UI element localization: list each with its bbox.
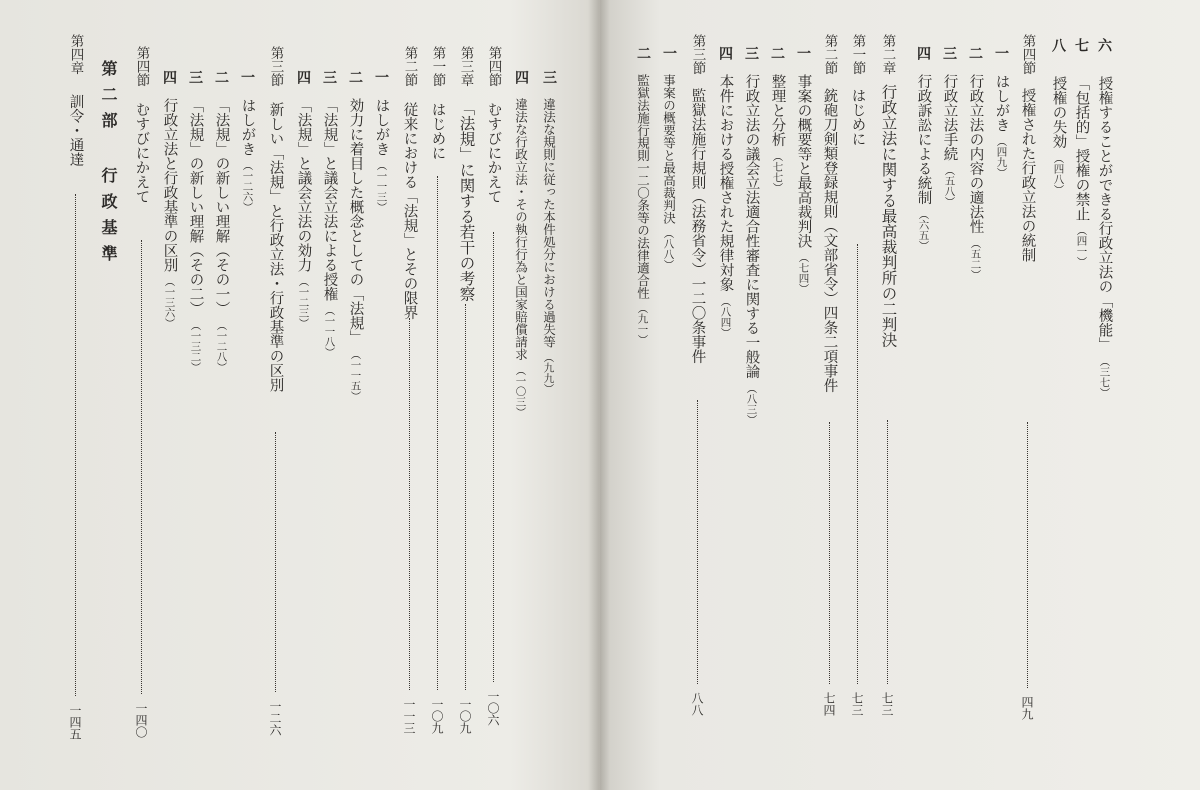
entry-title-text: はしがき	[373, 98, 390, 156]
entry-title-text: 行政立法と行政基準の区別	[161, 98, 178, 272]
entry-title: むすびにかえて	[485, 102, 502, 204]
entry-page-ref: （五二）	[969, 237, 982, 280]
page-number: 一〇九	[458, 698, 472, 734]
page-number: 四九	[1020, 696, 1034, 720]
toc-entry	[794, 0, 820, 790]
right-page	[600, 0, 1200, 790]
entry-page-ref: （七七）	[771, 150, 784, 193]
toc-entry	[186, 0, 212, 790]
entry-heading: 一	[373, 70, 389, 84]
entry-heading: 三	[743, 46, 759, 60]
toc-entry	[820, 0, 846, 790]
toc-entry	[660, 0, 686, 790]
toc-entry	[238, 0, 264, 790]
entry-title	[770, 74, 785, 193]
entry-title-text: 授権の失効	[1050, 76, 1067, 149]
entry-page-ref: （一一三）	[375, 160, 388, 213]
toc-entry	[346, 0, 372, 790]
entry-title: 従来における「法規」とその限界	[401, 102, 418, 320]
entry-heading: 第二章	[879, 34, 896, 75]
entry-title: 行政立法に関する最高裁判所の二判決	[879, 84, 898, 348]
page-number: 一〇六	[486, 690, 500, 726]
entry-heading: 四	[513, 70, 529, 84]
dot-leader	[275, 432, 276, 692]
toc-entry	[484, 0, 510, 790]
toc-entry	[878, 0, 904, 790]
entry-heading: 二	[213, 70, 229, 84]
entry-title-text: 効力に着目した概念としての「法規」	[347, 98, 364, 345]
entry-heading: 三	[541, 70, 557, 84]
entry-title	[1051, 76, 1066, 195]
entry-heading: 三	[321, 70, 337, 84]
entry-title	[214, 98, 229, 372]
toc-entry	[914, 0, 940, 790]
entry-title-text: はしがき	[239, 98, 256, 156]
entry-heading: 八	[1050, 38, 1066, 52]
entry-title: はじめに	[849, 88, 866, 146]
toc-entry	[1072, 0, 1098, 790]
entry-heading: 四	[295, 70, 311, 84]
toc-entry	[66, 0, 92, 790]
entry-heading: 第三節	[267, 46, 284, 87]
entry-heading: 六	[1096, 38, 1112, 52]
toc-entry	[400, 0, 426, 790]
entry-title-text: 「法規」と議会立法の効力	[295, 98, 312, 272]
entry-title: 新しい「法規」と行政立法・行政基準の区別	[267, 102, 284, 392]
entry-heading: 第三節	[689, 34, 706, 75]
entry-page-ref: （一一八）	[323, 305, 336, 358]
entry-page-ref: （四九）	[995, 136, 1008, 178]
toc-entry	[512, 0, 538, 790]
entry-heading: 四	[717, 46, 733, 60]
entry-page-ref: （七四）	[797, 252, 810, 294]
entry-title-text: 「法規」の新しい理解（その一）	[213, 98, 230, 316]
entry-heading: 第四節	[1019, 34, 1036, 75]
entry-title	[662, 74, 675, 270]
toc-entry	[132, 0, 158, 790]
page-number: 一四五	[68, 704, 82, 740]
entry-page-ref: （九一）	[636, 303, 649, 345]
toc-entry	[848, 0, 874, 790]
entry-title-text: 違法な規則に従った本件処分における過失等	[541, 98, 557, 348]
entry-title-text: 整理と分析	[769, 74, 786, 147]
page-number: 七三	[850, 692, 864, 716]
toc-entry	[992, 0, 1018, 790]
toc-entry	[294, 0, 320, 790]
entry-page-ref: （六五）	[917, 208, 930, 251]
dot-leader	[697, 400, 698, 684]
entry-title	[296, 98, 311, 329]
entry-title-text: 本件における授権された規律対象	[717, 74, 734, 292]
toc-entry	[742, 0, 768, 790]
entry-title: むすびにかえて	[133, 102, 150, 204]
entry-title	[636, 74, 649, 345]
toc-entry	[634, 0, 660, 790]
entry-page-ref: （一〇三）	[514, 364, 527, 417]
entry-title: 銃砲刀剣類登録規則（文部省令）四条二項事件	[821, 88, 838, 393]
toc-entry	[716, 0, 742, 790]
toc-entry	[100, 0, 126, 790]
toc-entry	[212, 0, 238, 790]
entry-title	[1074, 76, 1089, 267]
entry-title: 訓令・通達	[67, 94, 84, 167]
entry-heading: 第二節	[401, 46, 418, 87]
entry-title-text: 行政立法の議会立法適合性審査に関する一般論	[743, 74, 760, 379]
entry-heading: 七	[1073, 38, 1089, 52]
entry-title	[942, 74, 957, 207]
entry-title-text: 行政立法手続	[941, 74, 958, 161]
entry-title	[374, 98, 389, 213]
dot-leader	[493, 232, 494, 682]
dot-leader	[829, 422, 830, 684]
dot-leader	[1027, 422, 1028, 688]
entry-heading: 一	[993, 46, 1009, 60]
toc-entry	[1095, 0, 1121, 790]
toc-entry	[1049, 0, 1075, 790]
entry-title	[240, 98, 255, 213]
entry-title-text: 行政訴訟による統制	[915, 74, 932, 205]
toc-entry	[688, 0, 714, 790]
entry-title	[188, 98, 203, 372]
page-number: 一一三	[402, 698, 416, 734]
entry-title	[718, 74, 733, 338]
page-number: 八八	[690, 692, 704, 716]
entry-heading: 二	[967, 46, 983, 60]
entry-heading: 第一節	[849, 34, 866, 75]
dot-leader	[887, 420, 888, 684]
entry-heading: 第四章	[67, 34, 84, 75]
entry-title	[796, 74, 811, 294]
entry-heading: 二	[769, 46, 785, 60]
toc-entry	[966, 0, 992, 790]
toc-entry	[320, 0, 346, 790]
entry-page-ref: （一二八）	[215, 319, 228, 372]
entry-heading: 一	[239, 70, 255, 84]
entry-page-ref: （四一）	[1075, 225, 1088, 267]
entry-heading: 二	[635, 46, 651, 60]
entry-heading: 第三章	[457, 46, 474, 87]
page-number: 一〇九	[430, 698, 444, 734]
entry-title-text: 行政立法の内容の適法性	[967, 74, 984, 234]
page-number: 一四〇	[134, 702, 148, 738]
entry-title	[514, 98, 527, 417]
toc-entry	[160, 0, 186, 790]
toc-entry	[266, 0, 292, 790]
entry-title	[968, 74, 983, 280]
entry-title	[1097, 76, 1112, 398]
entry-title	[348, 98, 363, 401]
dot-leader	[141, 240, 142, 694]
toc-entry	[940, 0, 966, 790]
entry-title: 授権された行政立法の統制	[1019, 88, 1036, 262]
page-number: 七三	[880, 692, 894, 716]
entry-title	[542, 98, 555, 394]
entry-title: 監獄法施行規則（法務省令）一二〇条事件	[689, 88, 706, 364]
entry-title-text: 授権することができる行政立法の「機能」	[1096, 76, 1113, 352]
entry-title-text: 監獄法施行規則一二〇条等の法律適合性	[635, 74, 651, 299]
toc-entry	[428, 0, 454, 790]
entry-title-text: 「法規」の新しい理解（その二）	[187, 98, 204, 316]
dot-leader	[465, 304, 466, 690]
entry-title-text: 違法な行政立法・その執行行為と国家賠償請求	[513, 98, 529, 361]
toc-entry	[1018, 0, 1044, 790]
entry-title-text: はしがき	[993, 74, 1010, 132]
entry-heading: 第四節	[485, 46, 502, 87]
entry-title-text: 「法規」と議会立法による授権	[321, 98, 338, 301]
entry-page-ref: （八三）	[745, 382, 758, 425]
entry-title	[994, 74, 1009, 178]
entry-heading: 四	[161, 70, 177, 84]
dot-leader	[409, 318, 410, 690]
toc-entry	[372, 0, 398, 790]
entry-page-ref: （八八）	[662, 228, 675, 270]
dot-leader	[857, 244, 858, 684]
page-number: 七四	[822, 692, 836, 716]
entry-page-ref: （一三二）	[189, 319, 202, 372]
entry-page-ref: （一一五）	[349, 348, 362, 401]
toc-entry	[540, 0, 566, 790]
entry-heading: 第四節	[133, 46, 150, 87]
entry-page-ref: （一二三）	[297, 276, 310, 329]
entry-page-ref: （五八）	[943, 165, 956, 207]
toc-entry	[768, 0, 794, 790]
entry-title	[162, 98, 177, 329]
entry-title-text: 事案の概要等と最高裁判決	[795, 74, 812, 248]
entry-page-ref: （九九）	[542, 352, 555, 394]
entry-title	[916, 74, 931, 251]
entry-title: 「法規」に関する若干の考察	[457, 100, 476, 302]
entry-heading: 第一節	[429, 46, 446, 87]
entry-title: はじめに	[429, 102, 446, 160]
entry-heading: 二	[347, 70, 363, 84]
entry-heading: 三	[187, 70, 203, 84]
part-title: 第二部 行政基準	[99, 60, 118, 271]
entry-title-text: 事案の概要等と最高裁判決	[661, 74, 677, 224]
entry-heading: 三	[941, 46, 957, 60]
book-gutter	[588, 0, 610, 790]
dot-leader	[75, 194, 76, 696]
entry-page-ref: （一三六）	[163, 276, 176, 329]
entry-page-ref: （八四）	[719, 295, 732, 338]
entry-page-ref: （四八）	[1052, 152, 1065, 195]
entry-title-text: 「包括的」授権の禁止	[1073, 76, 1090, 221]
entry-title	[322, 98, 337, 358]
entry-title	[744, 74, 759, 425]
entry-page-ref: （一二六）	[241, 160, 254, 213]
page-number: 一二六	[268, 700, 282, 736]
entry-heading: 四	[915, 46, 931, 60]
entry-heading: 一	[661, 46, 677, 60]
entry-heading: 第二節	[821, 34, 838, 75]
entry-heading: 一	[795, 46, 811, 60]
toc-entry	[456, 0, 482, 790]
entry-page-ref: （三七）	[1098, 355, 1111, 398]
dot-leader	[437, 176, 438, 690]
